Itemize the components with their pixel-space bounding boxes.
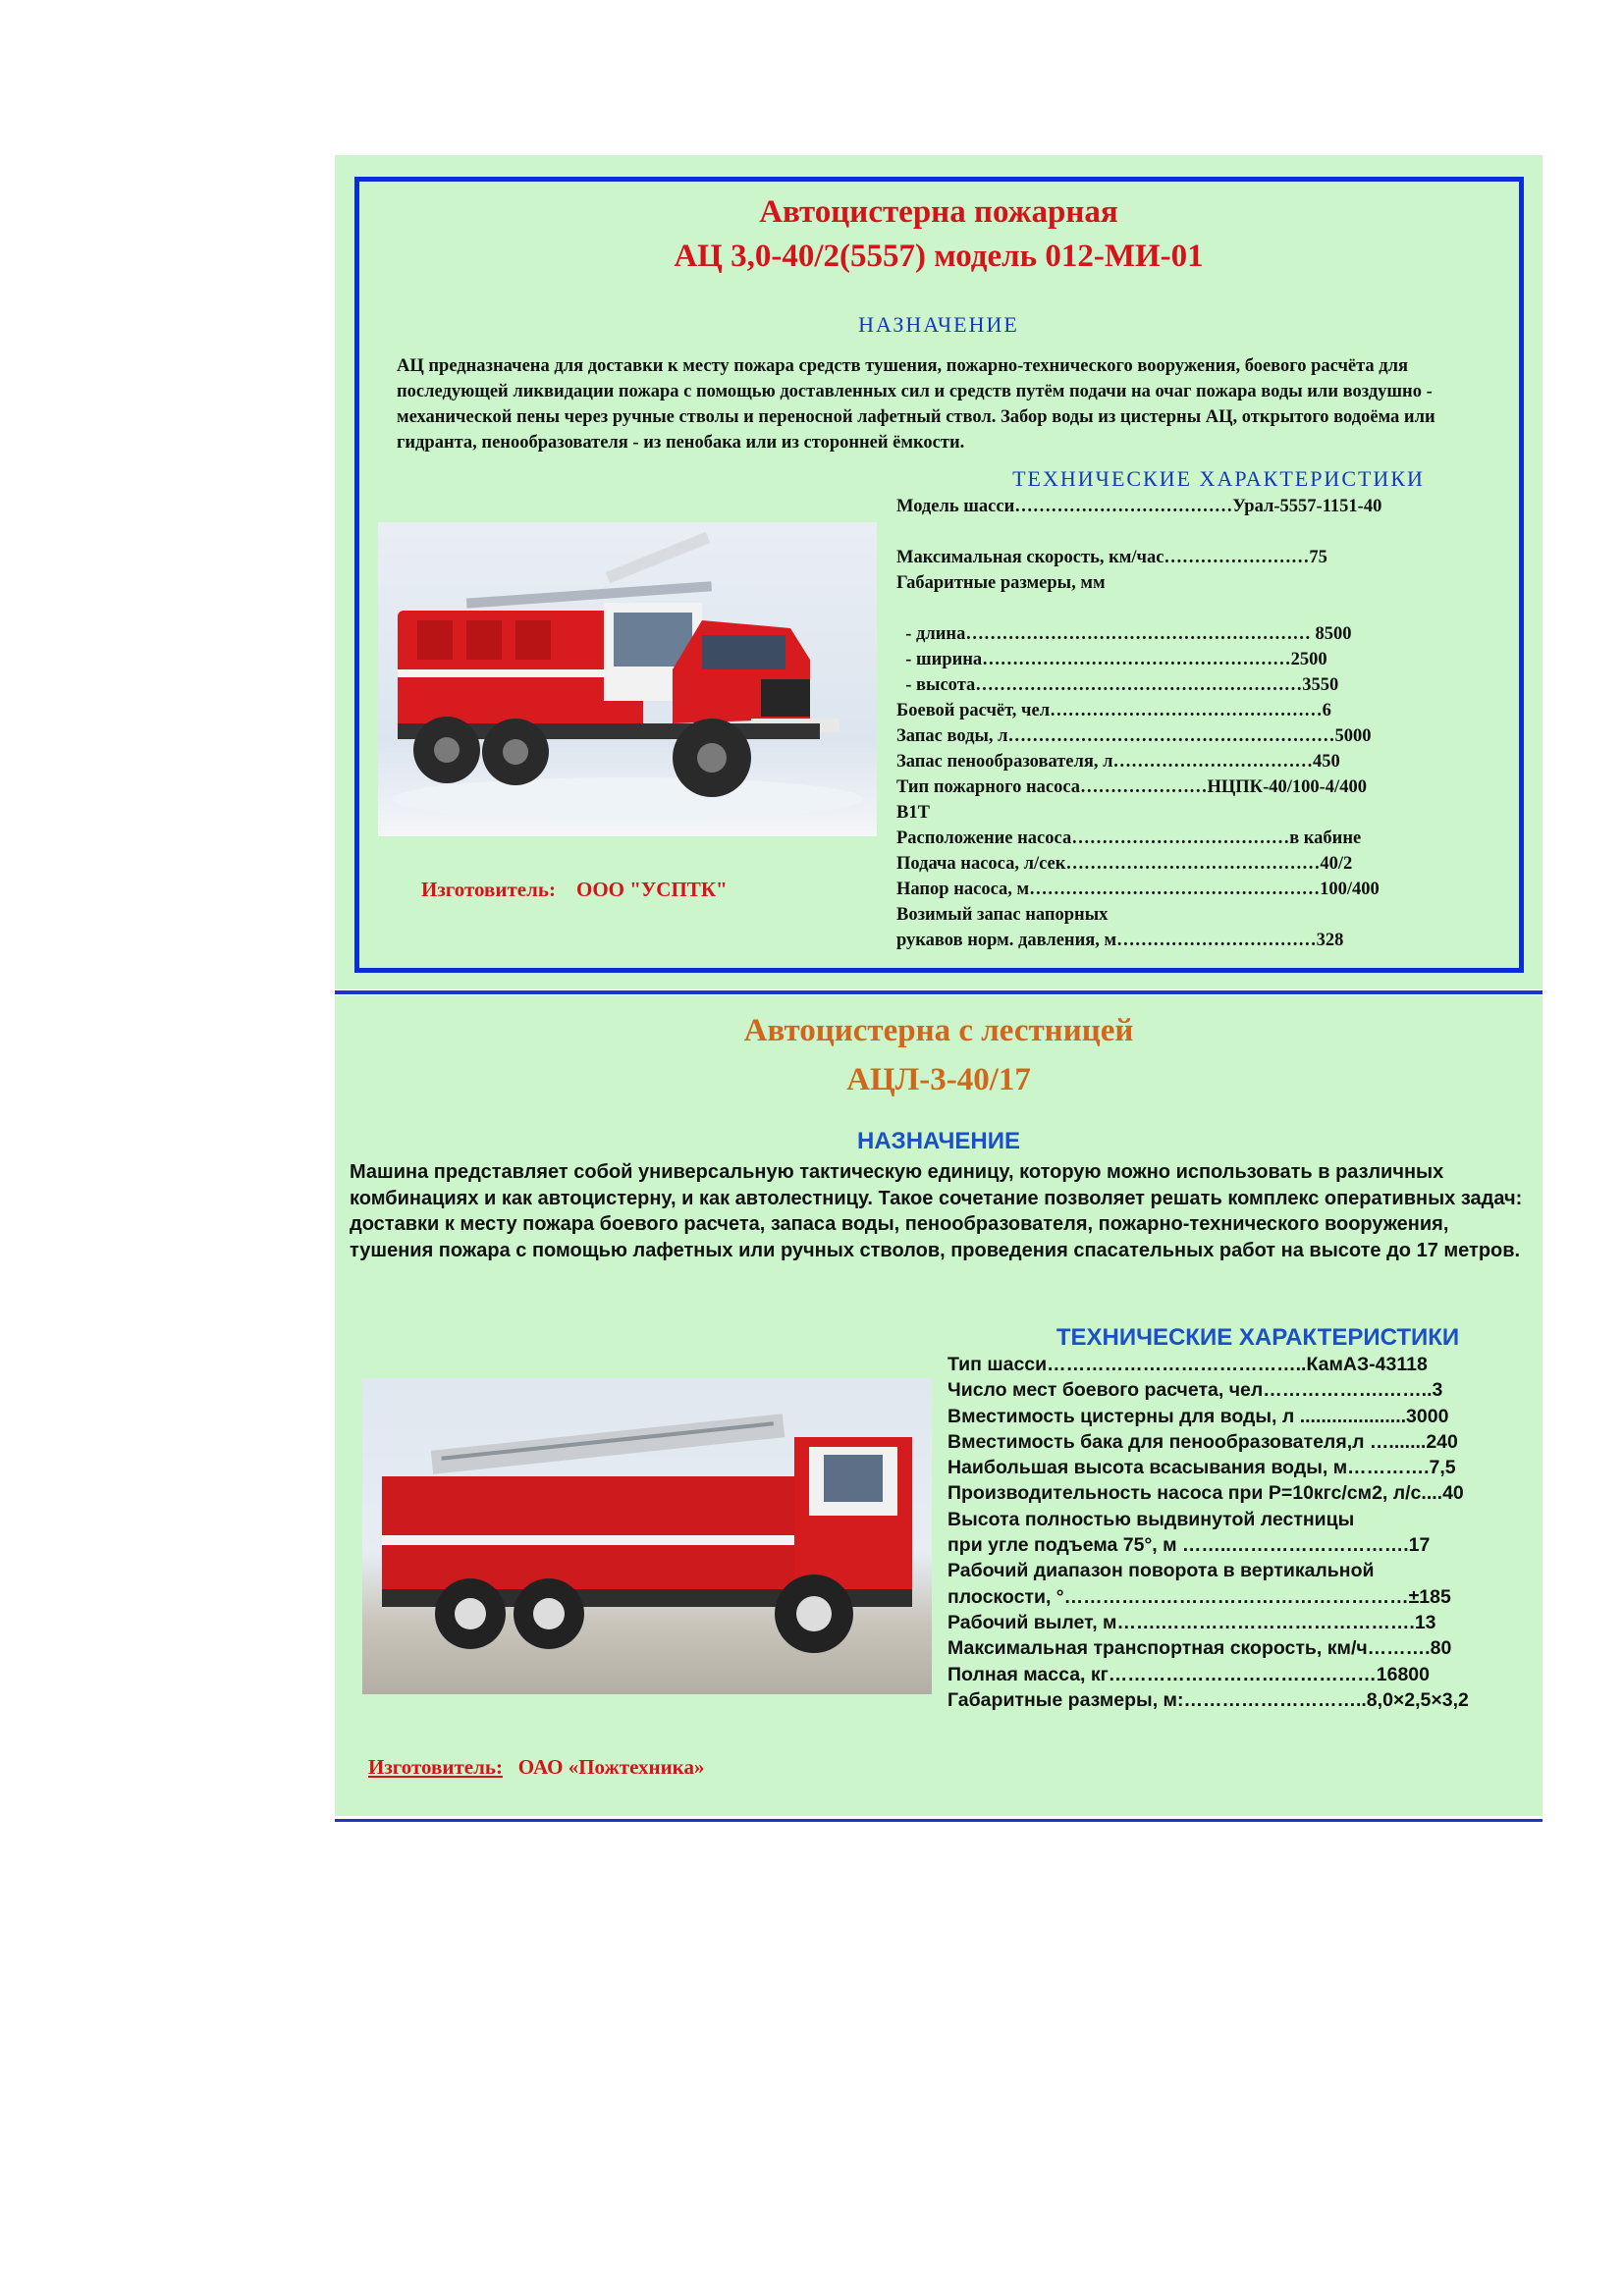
section-divider-bottom xyxy=(335,1819,1543,1822)
spec-line: Наибольшая высота всасывания воды, м………….7,5 xyxy=(947,1457,1456,1479)
spec-line xyxy=(896,596,1381,621)
spec-line: Модель шасси………………………………Урал-5557-1151-40 xyxy=(896,497,1382,516)
spec-line: Габаритные размеры, м:………………………..8,0×2,5×3,2 xyxy=(947,1688,1469,1711)
spec-line: Габаритные размеры, мм xyxy=(896,573,1106,593)
ural-fire-truck-illustration xyxy=(378,522,877,836)
spec-line: - высота………………………………………………3550 xyxy=(896,675,1339,695)
spec-line: Тип пожарного насоса…………………НЦПК-40/100-4/400 xyxy=(896,777,1367,797)
card1-purpose-text: АЦ предназначена для доставки к месту пожара средств тушения, пожарно-технического вооружения, боевого расчёта для последующей ликвидации пожара с помощью доставленных сил и средств путём подачи на очаг пожара воды или воздушно - механической пены через ручные стволы и переносной лафетный ствол. Забор воды из цистерны АЦ, открытого водоёма или гидранта, пенообразователя - из пенобака или из сторонней ёмкости. xyxy=(397,356,1435,453)
ural-fire-truck-photo xyxy=(378,522,877,836)
card2-title-line2: АЦЛ-3-40/17 xyxy=(846,1062,1031,1097)
card1-title-line2: АЦ 3,0-40/2(5557) модель 012-МИ-01 xyxy=(674,239,1204,274)
spec-line: плоскости, °………………………………………………±185 xyxy=(947,1585,1451,1608)
spec-line: Вместимость бака для пенообразователя,л ….......240 xyxy=(947,1430,1458,1453)
spec-line: Тип шасси…………………………………..КамАЗ-43118 xyxy=(947,1354,1428,1375)
card2-manufacturer xyxy=(368,1755,704,1780)
kamaz-ladder-truck-photo xyxy=(362,1378,932,1694)
card1-specs-heading: ТЕХНИЧЕСКИЕ ХАРАКТЕРИСТИКИ xyxy=(1012,466,1425,491)
spec-line: Возимый запас напорных xyxy=(896,905,1109,925)
spec-line: Максимальная скорость, км/час……………………75 xyxy=(896,548,1327,567)
spec-line: Боевой расчёт, чел………………………………………6 xyxy=(896,701,1331,721)
card-acl-3-40-17 xyxy=(335,995,1543,1816)
card1-specs-list xyxy=(896,494,1381,953)
card1-purpose-heading: НАЗНАЧЕНИЕ xyxy=(858,312,1019,337)
spec-line: при угле подъема 75°, м ……..……………………….17 xyxy=(947,1534,1431,1557)
card-ac-3-40 xyxy=(335,155,1543,989)
spec-line: Вместимость цистерны для воды, л ....................3000 xyxy=(947,1405,1449,1427)
spec-line: Рабочий вылет, м…….………………………………….13 xyxy=(947,1611,1436,1633)
section-divider-top xyxy=(335,990,1543,994)
manufacturer-value: ООО "УСПТК" xyxy=(575,878,728,901)
spec-line xyxy=(896,519,1381,545)
spec-line: - ширина……………………………………………2500 xyxy=(896,650,1327,669)
spec-line: Рабочий диапазон поворота в вертикальной xyxy=(947,1560,1375,1582)
spec-line: В1Т xyxy=(896,803,930,823)
spec-line: Число мест боевого расчета, чел……………….……..3 xyxy=(947,1379,1443,1402)
card2-specs-list xyxy=(947,1352,1469,1713)
spec-line: Полная масса, кг……………………………………16800 xyxy=(947,1663,1430,1685)
card1-title-line1: Автоцистерна пожарная xyxy=(759,194,1118,230)
spec-line: Производительность насоса при Р=10кгс/см2, л/с....40 xyxy=(947,1482,1464,1505)
spec-line: Подача насоса, л/сек……………………………………40/2 xyxy=(896,854,1353,874)
spec-line: Запас воды, л………………………………………………5000 xyxy=(896,726,1372,746)
spec-line: - длина………………………………………………… 8500 xyxy=(896,624,1352,644)
card2-purpose-text: Машина представляет собой универсальную тактическую единицу, которую можно использовать в различных комбинациях и как автоцистерну, и как автолестницу. Такое сочетание позволяет решать комплекс оперативных задач: доставки к месту пожара боевого расчета, запаса воды, пенообразователя, пожарно-технического вооружения, тушения пожара с помощью лафетных или ручных стволов, проведения спасательных работ на высоте до 17 метров. xyxy=(350,1161,1523,1261)
card1-manufacturer xyxy=(421,878,728,902)
spec-line: Напор насоса, м…………………………………………100/400 xyxy=(896,880,1380,899)
manufacturer-label: Изготовитель: xyxy=(368,1755,503,1779)
card2-title-line1: Автоцистерна с лестницей xyxy=(743,1013,1134,1048)
spec-line: Максимальная транспортная скорость, км/ч……….80 xyxy=(947,1637,1452,1660)
spec-line: рукавов норм. давления, м……………………………328 xyxy=(896,931,1344,950)
card2-purpose-heading: НАЗНАЧЕНИЕ xyxy=(857,1128,1020,1154)
manufacturer-label: Изготовитель: xyxy=(421,878,556,901)
spec-line: Высота полностью выдвинутой лестницы xyxy=(947,1508,1355,1530)
spec-line: Запас пенообразователя, л……………………………450 xyxy=(896,752,1340,772)
spec-line: Расположение насоса………………………………в кабине xyxy=(896,828,1362,848)
card2-specs-heading: ТЕХНИЧЕСКИЕ ХАРАКТЕРИСТИКИ xyxy=(1056,1324,1460,1351)
kamaz-ladder-truck-illustration xyxy=(362,1378,932,1694)
manufacturer-value: ОАО «Пожтехника» xyxy=(517,1755,705,1779)
